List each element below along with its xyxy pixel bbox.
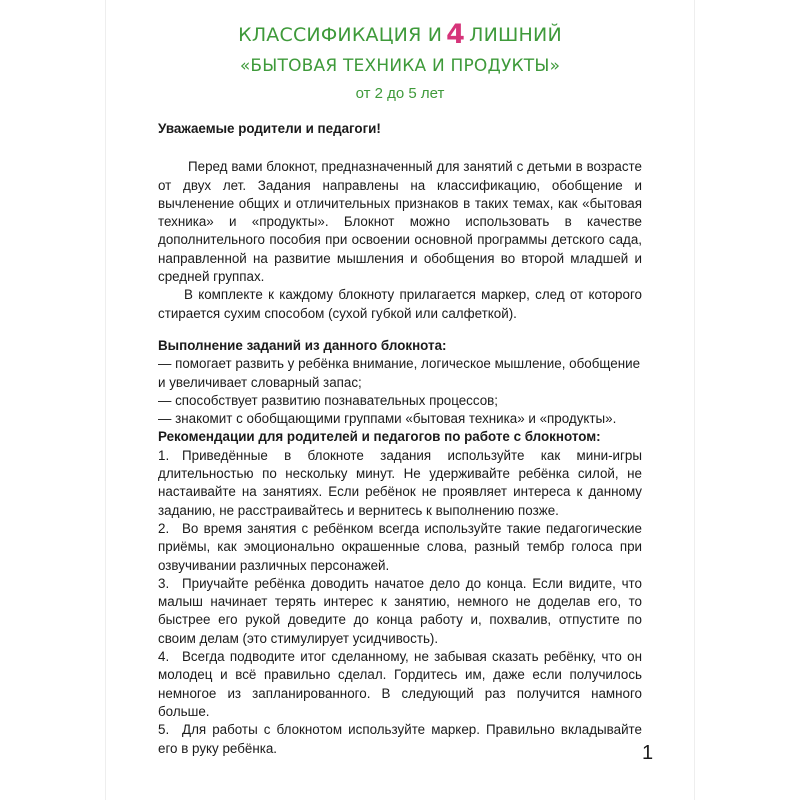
recommendation-item [158,575,642,648]
benefit-item: — помогает развить у ребёнка внимание, логическое мышление, обобщение и увеличивает словарный запас; [158,356,641,390]
title-number: 4 [446,19,466,50]
recommendation-text: Для работы с блокнотом используйте маркер. Правильно вкладывайте его в руку ребёнка. [158,722,642,756]
recommendation-number: 1. [158,447,170,463]
recommendation-text: Всегда подводите итог сделанному, не забывая сказать ребёнку, что он молодец и всё правильно сделал. Гордитесь им, даже если получилось немногое из запланированного. В следующий раз получится намного больше. [158,649,642,719]
title-left-text: КЛАССИФИКАЦИЯ И [238,24,443,46]
recommendation-item [158,520,642,575]
recommendation-number: 5. [158,722,170,738]
recommendation-text: Приучайте ребёнка доводить начатое дело до конца. Если видите, что малыш начинает терять интерес к занятию, немного не доделав его, то быстрее его рукой доведите до конца работу и, похвалив, отпустите по своим делам (это стимулирует усидчивость). [158,575,642,646]
document-body [158,120,642,758]
recommendation-item [158,721,642,758]
page-number: 1 [642,742,654,764]
recommendation-text: Приведённые в блокноте задания используйте как мини-игры длительностью по нескольку минут. Не удерживайте ребёнка силой, не настаивайте на занятиях. Если ребёнок не проявляет интереса к данному заданию, не расстраивайтесь и вернитесь к выполнению позже. [158,447,642,518]
recommendation-number: 3. [158,575,170,591]
recommendation-item [158,447,642,520]
booklet-subtitle: «БЫТОВАЯ ТЕХНИКА И ПРОДУКТЫ» [239,56,561,76]
title-right-text: ЛИШНИЙ [469,24,562,46]
intro-paragraph: В комплекте к каждому блокноту прилагается маркер, след от которого стирается сухим способом (сухой губкой или салфеткой). [158,287,642,321]
benefit-item: — знакомит с обобщающими группами «бытовая техника» и «продукты». [158,411,617,427]
section-spacer [158,323,642,337]
benefit-item: — способствует развитию познавательных процессов; [158,392,499,408]
booklet-title [106,19,694,50]
recommendation-item [158,648,642,721]
recommendations-heading: Рекомендации для родителей и педагогов по работе с блокнотом: [158,429,601,445]
benefits-heading: Выполнение заданий из данного блокнота: [158,337,447,353]
age-range: от 2 до 5 лет [355,85,445,102]
recommendation-number: 4. [158,649,170,665]
recommendation-number: 2. [158,520,170,536]
intro-paragraph: Перед вами блокнот, предназначенный для занятий с детьми в возрасте от двух лет. Задания направлены на классификацию, обобщение и вычленение общих и отличительных признаков в таких темах, как «бытовая техника» и «продукты». Блокнот можно использовать в качестве дополнительного пособия при освоении основной программы детского сада, направленной на развитие мышления и обобщения во второй младшей и средней группах. [158,159,642,285]
document-page [106,0,694,800]
greeting-heading: Уважаемые родители и педагоги! [158,121,381,136]
recommendation-text: Во время занятия с ребёнком всегда используйте такие педагогические приёмы, как эмоционально окрашенные слова, разный тембр голоса при озвучивании различных персонажей. [158,520,642,573]
